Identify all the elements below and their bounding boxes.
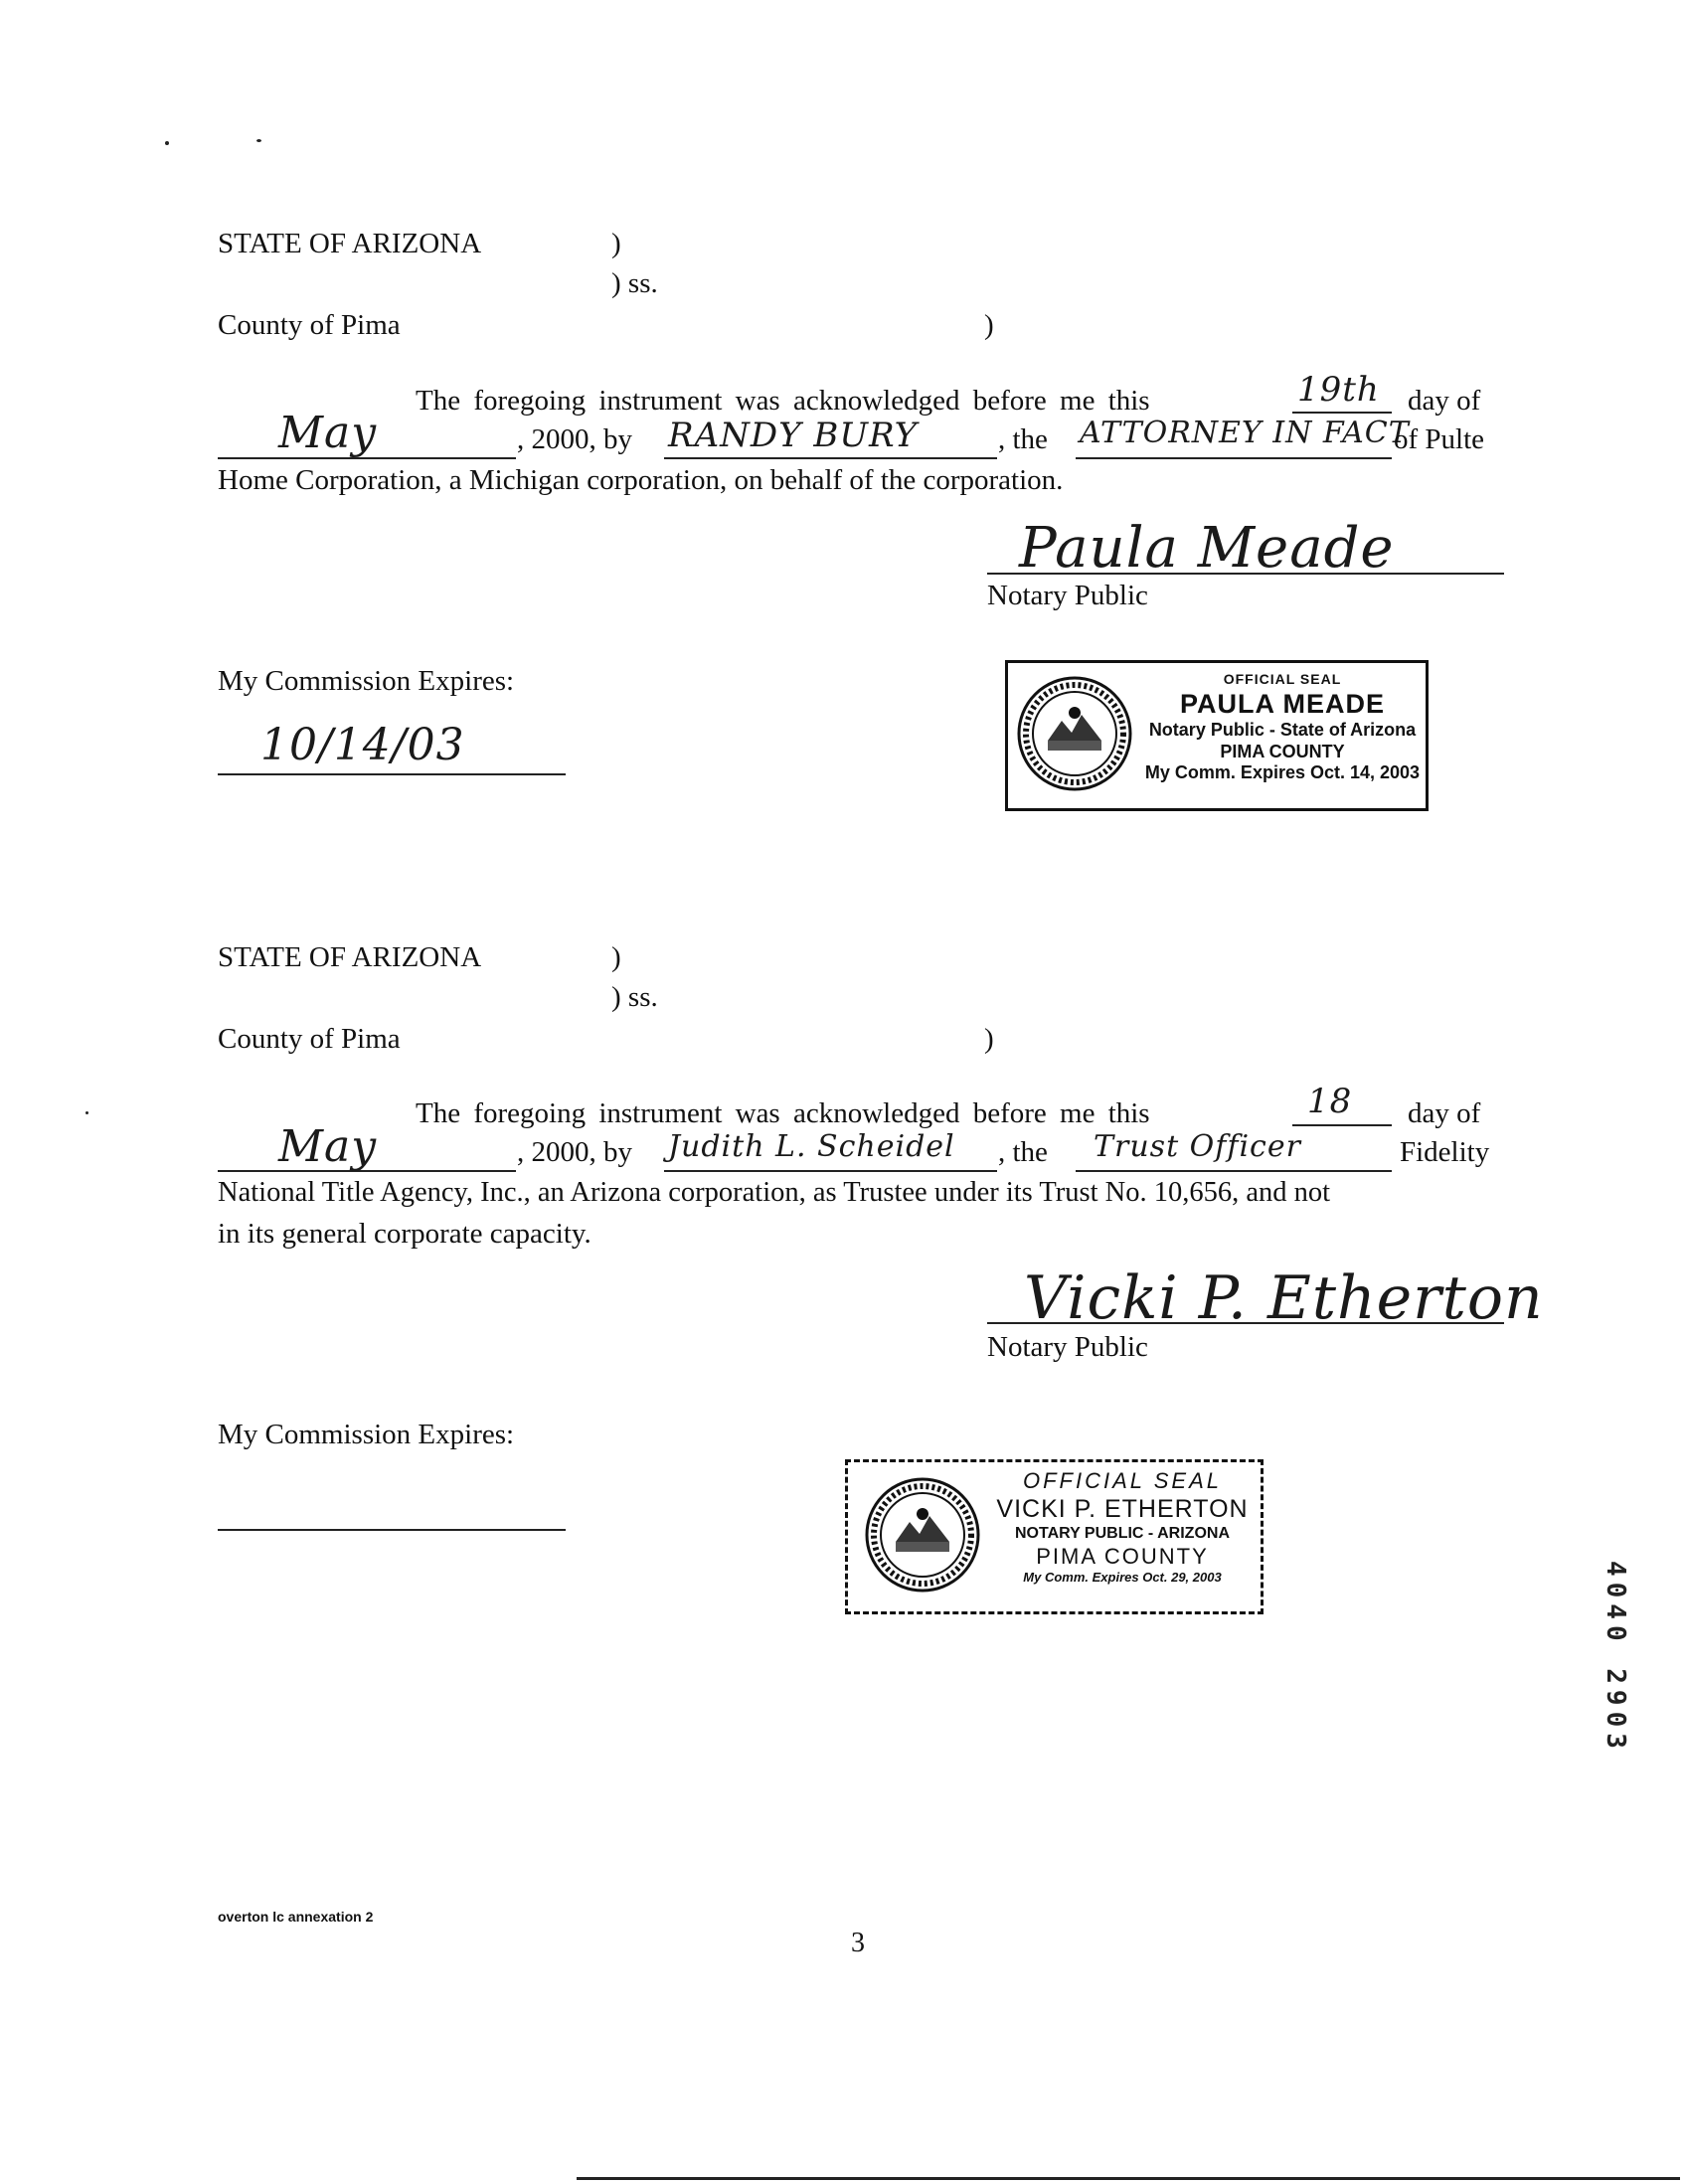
notary-signature: Paula Meade [1019,516,1395,581]
notary-seal [1005,660,1429,811]
acknowledgment-text: , 2000, by [517,1136,632,1168]
commission-label: My Commission Expires: [218,665,515,697]
acknowledgment-text: National Title Agency, Inc., an Arizona corporation, as Trustee under its Trust No. 10,656, and not [218,1177,1331,1208]
acknowledgment-text: in its general corporate capacity. [218,1218,591,1250]
blank-line [664,1170,997,1172]
acknowledgment-text: , the [998,1136,1048,1168]
county-heading: County of Pima [218,1023,401,1055]
venue-paren: ) [611,941,621,973]
acknowledgment-text: day of [1408,385,1481,417]
blank-line [1292,412,1392,414]
page-number: 3 [851,1928,865,1958]
venue-paren: ) [984,309,994,341]
signature-line [987,573,1504,575]
seal-line: Notary Public - State of Arizona [1148,720,1417,741]
venue-paren: ) [984,1023,994,1055]
notary-seal [845,1459,1264,1614]
seal-line: PAULA MEADE [1180,688,1385,719]
seal-line: PIMA COUNTY [1036,1543,1209,1569]
acknowledgment-text: , 2000, by [517,423,632,455]
state-heading: STATE OF ARIZONA [218,941,482,973]
seal-line: OFFICIAL SEAL [1023,1468,1222,1493]
venue-ss: ) ss. [611,267,658,299]
notary-label: Notary Public [987,580,1148,611]
venue-ss: ) ss. [611,981,658,1013]
seal-line: NOTARY PUBLIC - ARIZONA [1015,1525,1230,1543]
blank-line [664,457,997,459]
blank-line [218,1529,566,1531]
acknowledgment-text: Home Corporation, a Michigan corporation, on behalf of the corporation. [218,464,1064,496]
blank-line [1076,1170,1392,1172]
arizona-seal-icon [1016,675,1133,801]
acknowledgment-text: The foregoing instrument was acknowledged before me this [416,1097,1150,1129]
handwritten-expiration: 10/14/03 [260,720,465,770]
state-heading: STATE OF ARIZONA [218,228,482,259]
seal-line: OFFICIAL SEAL [1223,671,1342,687]
handwritten-month: May [278,1121,378,1172]
scan-speck [165,141,169,145]
handwritten-day: 19th [1297,370,1380,410]
seal-line: PIMA COUNTY [1220,741,1345,761]
blank-line [1292,1124,1392,1126]
recording-number-stamp: 4040 2903 [1601,1561,1630,1755]
seal-line: My Comm. Expires Oct. 29, 2003 [1023,1569,1222,1585]
acknowledgment-text: day of [1408,1097,1481,1129]
handwritten-name: RANDY BURY [668,416,919,455]
blank-line [1076,457,1392,459]
scan-speck [85,1111,88,1114]
scan-edge-line [577,2177,1680,2180]
acknowledgment-text: , the [998,423,1048,455]
arizona-seal-icon [864,1476,981,1602]
seal-line: VICKI P. ETHERTON [996,1495,1249,1524]
signature-line [987,1322,1504,1324]
notary-label: Notary Public [987,1331,1148,1363]
acknowledgment-text: The foregoing instrument was acknowledged before me this [416,385,1150,417]
scan-speck [256,139,261,142]
handwritten-month: May [278,408,378,458]
handwritten-title: ATTORNEY IN FACT [1080,416,1410,450]
handwritten-day: 18 [1307,1082,1353,1121]
venue-paren: ) [611,228,621,259]
handwritten-title: Trust Officer [1094,1129,1301,1164]
acknowledgment-text: of Pulte [1394,423,1485,455]
file-reference: overton lc annexation 2 [218,1909,374,1925]
seal-line: My Comm. Expires Oct. 14, 2003 [1144,762,1421,783]
commission-label: My Commission Expires: [218,1419,515,1450]
blank-line [218,773,566,775]
county-heading: County of Pima [218,309,401,341]
notary-signature: Vicki P. Etherton [1024,1263,1544,1333]
acknowledgment-text: Fidelity [1400,1136,1490,1168]
handwritten-name: Judith L. Scheidel [668,1129,955,1164]
